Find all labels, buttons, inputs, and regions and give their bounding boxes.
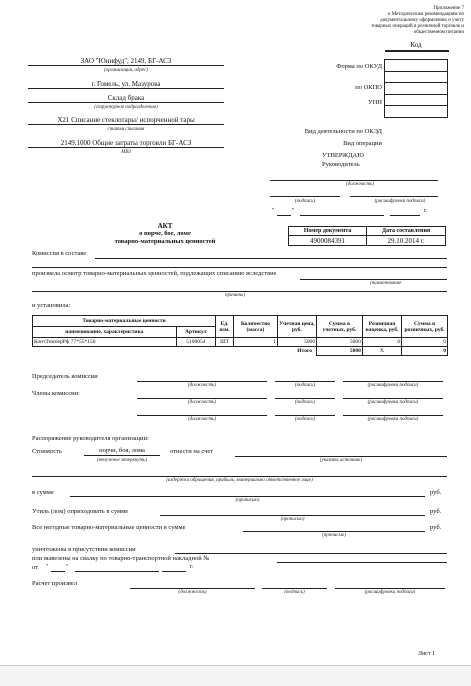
appendix-line-3: документальному оформлению и учету: [380, 18, 464, 23]
from-year-suffix: г.: [190, 564, 194, 570]
date-quote-open: ": [272, 208, 275, 214]
code-header-line: [385, 50, 449, 52]
code-oked[interactable]: [385, 94, 448, 106]
inspected-text: произвела осмотр товарно-материальных ценностей, подлежащих списанию вследствие: [32, 270, 277, 277]
total-retail: 0: [402, 347, 448, 356]
date-year-line[interactable]: [390, 215, 420, 216]
total-sum: 5000: [317, 347, 363, 356]
head-acc-sum: Сумма в учетных, руб.: [317, 316, 363, 338]
scrap-words-caption: (прописью): [280, 517, 305, 522]
unusable-line[interactable]: [243, 531, 425, 532]
member1-decoding-caption: (расшифровка подписи): [367, 400, 419, 405]
head-markup: Розничная наценка, руб.: [362, 316, 401, 338]
sum-rub: руб.: [430, 489, 442, 496]
member2-decoding-line[interactable]: [343, 415, 443, 416]
row-markup[interactable]: 0: [362, 338, 401, 347]
head-qty: Количество (масса): [234, 316, 278, 338]
date-quote-close: ": [292, 208, 295, 214]
scrap-label: Утиль (лом) оприходовать в сумме: [32, 508, 129, 515]
reason-line-2[interactable]: [32, 291, 447, 292]
cost-code: МВЗ: [121, 150, 131, 155]
head-decoding-line[interactable]: [350, 196, 438, 197]
member1-signature-caption: (подпись): [294, 400, 316, 405]
assign-label: отнести на счет: [170, 448, 214, 455]
appendix-line-4: товарных операций в розничной торговле и: [371, 24, 464, 29]
scrap-line[interactable]: [160, 515, 425, 516]
code-operation[interactable]: [385, 106, 448, 118]
sheet-number: Лист 1: [418, 651, 436, 657]
from-quote-open: ": [46, 564, 49, 570]
members-label: Члены комиссии:: [32, 390, 80, 397]
head-signature-caption: (подпись): [294, 199, 316, 204]
org-name-caption: (организация, адрес): [104, 68, 148, 73]
date-day-line[interactable]: [277, 215, 291, 216]
expenses-caption: (издержки обращения, прибыль, материально ответственное лицо): [166, 478, 313, 483]
calc-position-line[interactable]: [130, 588, 255, 589]
calc-decoding-caption: (расшифровка подписи): [364, 590, 416, 595]
commission-line-2[interactable]: [32, 267, 447, 268]
source-caption: (указать источник): [319, 458, 363, 463]
sum-line[interactable]: [70, 496, 425, 497]
date-year-suffix: г.: [424, 208, 428, 214]
scrap-rub: руб.: [430, 508, 442, 515]
appendix-line-1: Приложение 7: [433, 6, 464, 11]
code-boxes: [384, 59, 448, 118]
code-okpo[interactable]: [385, 71, 448, 83]
established-label: и установила:: [32, 302, 71, 309]
destroyed-label: уничтожены в присутствии комиссии: [32, 546, 136, 553]
total-label: Итого: [297, 348, 313, 354]
chairman-signature-line[interactable]: [275, 381, 335, 382]
cost-reason-caption: (ненужное зачеркнуть): [96, 458, 148, 463]
label-unn: УНН: [368, 99, 382, 106]
total-markup: Х: [362, 347, 401, 356]
unusable-rub: руб.: [430, 524, 442, 531]
date-month-line[interactable]: [300, 215, 384, 216]
commission-line[interactable]: [95, 258, 447, 259]
page-gap: [0, 666, 471, 686]
member2-signature-line[interactable]: [275, 415, 335, 416]
appendix-line-2: к Методическим рекомендациям по: [388, 12, 464, 17]
from-day-line[interactable]: [51, 571, 65, 572]
chairman-position-line[interactable]: [137, 381, 267, 382]
label-okud: Форма по ОКУД: [336, 63, 382, 70]
calc-position-caption: (должность): [178, 590, 207, 595]
from-year-line[interactable]: [162, 571, 186, 572]
member1-decoding-line[interactable]: [343, 398, 443, 399]
member2-signature-caption: (подпись): [294, 417, 316, 422]
head-goods: Товарно-материальные ценности: [33, 316, 216, 327]
order-title: Распоряжение руководителя организации:: [32, 435, 149, 442]
doc-number-table: [288, 226, 446, 246]
act-subtitle-1: о порче, бое, ломе: [139, 230, 191, 237]
cost-reason[interactable]: порчи, боя, лома: [84, 447, 160, 456]
label-okpo: по ОКПО: [355, 84, 382, 91]
calc-label: Расчет произвел: [32, 580, 78, 587]
dumped-label: или вывезены на свалку по товарно-транспортной накладной №: [32, 555, 210, 562]
from-month-line[interactable]: [75, 571, 159, 572]
unusable-words-caption: (прописью): [322, 533, 346, 538]
chairman-position-caption: (должность): [187, 383, 217, 388]
chairman-decoding-line[interactable]: [343, 381, 443, 382]
chairman-signature-caption: (подпись): [294, 383, 316, 388]
row-name[interactable]: КонтТемперРф 77*55*150: [33, 338, 177, 347]
label-operation: Вид операции: [343, 140, 382, 147]
org-address[interactable]: г. Гомель, ул. Мазурова: [28, 80, 224, 89]
row-unit[interactable]: ШТ: [216, 338, 234, 347]
sum-words-caption: (прописью): [235, 498, 260, 503]
naming-caption: (наименование: [370, 281, 402, 286]
member2-position-line[interactable]: [137, 415, 267, 416]
destroyed-line[interactable]: [175, 553, 447, 554]
head-signature-line[interactable]: [270, 196, 340, 197]
reasons-caption: причины): [225, 293, 245, 298]
approve-title: УТВЕРЖДАЮ: [322, 152, 364, 159]
chairman-decoding-caption: (расшифровка подписи): [367, 383, 419, 388]
table-row: [33, 338, 448, 347]
head-decoding-caption: (расшифровка подписи): [374, 199, 426, 204]
code-header: Код: [410, 41, 422, 49]
approve-head: Руководитель: [322, 161, 360, 168]
cost-label: Стоимость: [32, 448, 62, 455]
act-subtitle-2: товарно-материальных ценностей: [114, 238, 216, 245]
appendix-line-5: общественном питании: [413, 30, 464, 35]
unusable-label: Все негодные товарно-материальные ценности в сумме: [32, 524, 186, 531]
member1-position-caption: (должность): [187, 400, 217, 405]
calc-decoding-line[interactable]: [335, 588, 445, 589]
member1-signature-line[interactable]: [275, 398, 335, 399]
row-article[interactable]: 5100054: [176, 338, 215, 347]
sum-label: в сумме: [32, 489, 54, 496]
doc-number-value[interactable]: 4900084391: [289, 236, 367, 246]
head-retail-sum: Сумма в розничных, руб.: [402, 316, 448, 338]
chairman-label: Председатель комиссии: [32, 373, 98, 380]
head-position-caption: (должность): [345, 182, 375, 187]
source-line[interactable]: [235, 456, 447, 457]
calc-signature-line[interactable]: [262, 588, 327, 589]
goods-table: [32, 315, 448, 356]
row-sum[interactable]: 5000: [317, 338, 363, 347]
code-unn[interactable]: [385, 83, 448, 95]
row-price[interactable]: 5000: [277, 338, 316, 347]
expenses-line[interactable]: [32, 476, 447, 477]
member1-position-line[interactable]: [137, 398, 267, 399]
calc-signature-caption: (подпись): [284, 590, 305, 595]
code-okud[interactable]: [385, 60, 448, 72]
doc-number-label: Номер документа: [289, 227, 367, 236]
department-caption: (структурное подразделение): [94, 105, 158, 110]
dumped-line[interactable]: [277, 562, 447, 563]
cost-account[interactable]: 2149.1000 Общие затраты торговли БГ-АСЗ: [28, 139, 224, 148]
label-oked: Вид деятельности по ОКЭД: [304, 128, 382, 135]
article-caption: статья списания: [107, 127, 145, 132]
article[interactable]: Х21 Списание стеклотары/ испорченной тары: [28, 116, 224, 125]
member2-position-caption: (должность): [187, 417, 217, 422]
act-title: АКТ: [157, 222, 173, 230]
doc-date-label: Дата составления: [367, 227, 446, 236]
row-retail[interactable]: 0: [402, 338, 448, 347]
org-department[interactable]: Склад брака: [28, 94, 224, 103]
head-unit: Ед. изм.: [216, 316, 234, 338]
reason-line-1[interactable]: [300, 279, 447, 280]
head-acc-price: Учетная цена, руб.: [277, 316, 316, 338]
member2-decoding-caption: (расшифровка подписи): [367, 417, 419, 422]
head-position-line[interactable]: [270, 180, 438, 181]
from-quote-close: ": [66, 564, 69, 570]
row-qty[interactable]: 1: [234, 338, 278, 347]
commission-label: Комиссия в составе: [32, 250, 87, 257]
org-name[interactable]: ЗАО "Юнифуд", 2149, БГ-АСЗ: [28, 57, 224, 66]
doc-date-value[interactable]: 29.10.2014 г.: [367, 236, 446, 246]
head-name: наименование, характеристика: [33, 327, 177, 338]
from-label: от: [32, 564, 39, 571]
head-article: Артикул: [176, 327, 215, 338]
